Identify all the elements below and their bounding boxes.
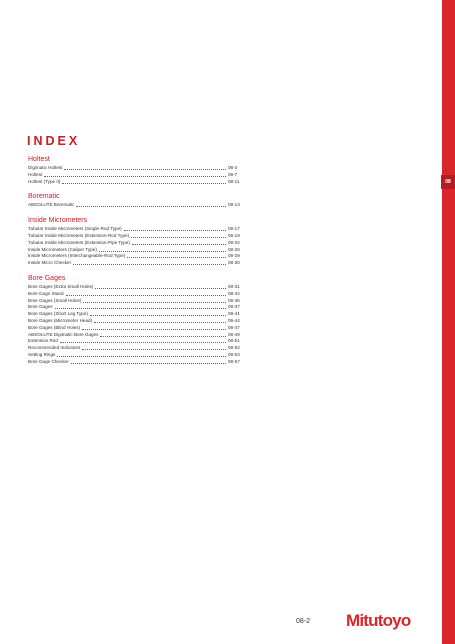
dot-leader bbox=[55, 308, 226, 309]
entry-page: 08-47 bbox=[228, 324, 240, 330]
dot-leader bbox=[94, 322, 226, 323]
index-entry[interactable] bbox=[28, 332, 246, 339]
entry-page: 08-57 bbox=[228, 358, 240, 364]
index-entry[interactable] bbox=[28, 311, 246, 318]
index-entry[interactable] bbox=[28, 284, 246, 291]
entry-name: Setting Rings bbox=[28, 351, 56, 357]
section-title: Inside Micrometers bbox=[28, 217, 88, 225]
entry-page: 08-34 bbox=[228, 290, 240, 296]
dot-leader bbox=[64, 169, 226, 170]
index-entry[interactable] bbox=[28, 325, 246, 332]
section-title: Borematic bbox=[28, 193, 60, 201]
dot-leader bbox=[71, 363, 226, 364]
entry-page: 08-35 bbox=[228, 297, 240, 303]
dot-leader bbox=[95, 288, 226, 289]
dot-leader bbox=[100, 336, 226, 337]
entry-name: Bore Gages (Small Holes) bbox=[28, 297, 82, 303]
entry-name: Bore Gage Checker bbox=[28, 358, 69, 364]
right-edge-bar bbox=[442, 0, 455, 644]
index-entry[interactable] bbox=[28, 352, 246, 359]
entry-name: Inside Micrometers (Caliper Type) bbox=[28, 246, 97, 252]
entry-page: 08-30 bbox=[228, 260, 240, 266]
index-section bbox=[28, 274, 246, 366]
index-entry[interactable] bbox=[28, 338, 246, 345]
chapter-tab[interactable]: 08 bbox=[441, 175, 455, 189]
entry-name: Holtest (Type II) bbox=[28, 178, 61, 184]
dot-leader bbox=[132, 244, 226, 245]
entry-name: Bore Gage Stand bbox=[28, 290, 64, 296]
dot-leader bbox=[44, 176, 226, 177]
index-entry[interactable] bbox=[28, 359, 246, 366]
entry-page: 08-11 bbox=[228, 178, 240, 184]
entry-page: 08-52 bbox=[228, 345, 240, 351]
entry-name: ABSOLUTE Digimatic Bore Gages bbox=[28, 331, 99, 337]
index-entry[interactable] bbox=[28, 253, 246, 260]
entry-page: 08-7 bbox=[228, 171, 238, 177]
entry-page: 08-49 bbox=[228, 331, 240, 337]
dot-leader bbox=[90, 315, 226, 316]
entry-page: 08-26 bbox=[228, 246, 240, 252]
index-entry[interactable] bbox=[28, 345, 246, 352]
entry-page: 08-19 bbox=[228, 232, 240, 238]
mitutoyo-logo: Mitutoyo bbox=[346, 611, 411, 630]
entry-name: Tubular Inside Micrometers (Extension-Pipe Type) bbox=[28, 239, 130, 245]
entry-name: Bore Gages (Extra Small Holes) bbox=[28, 283, 94, 289]
entry-page: 08-29 bbox=[228, 253, 240, 259]
entry-name: Holtest bbox=[28, 171, 43, 177]
index-entry[interactable] bbox=[28, 226, 246, 233]
index-entry[interactable] bbox=[28, 172, 246, 179]
section-title: Bore Gages bbox=[28, 274, 66, 282]
dot-leader bbox=[62, 183, 226, 184]
dot-leader bbox=[82, 349, 226, 350]
entry-page: 08-17 bbox=[228, 226, 240, 232]
index-entry[interactable] bbox=[28, 304, 246, 311]
entry-name: Tubular Inside Micrometers (Single-Rod Type) bbox=[28, 226, 122, 232]
index-section bbox=[28, 155, 246, 185]
dot-leader bbox=[131, 237, 226, 238]
entry-page: 08-51 bbox=[228, 338, 240, 344]
dot-leader bbox=[60, 342, 226, 343]
dot-leader bbox=[66, 295, 227, 296]
entry-page: 08-31 bbox=[228, 283, 240, 289]
dot-leader bbox=[124, 230, 226, 231]
index-entry[interactable] bbox=[28, 247, 246, 254]
index-entry[interactable] bbox=[28, 318, 246, 325]
dot-leader bbox=[127, 257, 226, 258]
index-entry[interactable] bbox=[28, 202, 246, 209]
section-title: Holtest bbox=[28, 156, 50, 163]
dot-leader bbox=[57, 356, 226, 357]
index-section bbox=[28, 192, 246, 209]
index-entry[interactable] bbox=[28, 165, 246, 172]
index-entry[interactable] bbox=[28, 240, 246, 247]
index-entry[interactable] bbox=[28, 179, 246, 186]
entry-name: Bore Gages (Micrometer Head) bbox=[28, 317, 93, 323]
entry-name: Inside Micro Checker bbox=[28, 260, 72, 266]
dot-leader bbox=[99, 251, 226, 252]
footer-page-number: 08-2 bbox=[296, 618, 311, 625]
entry-page: 08-41 bbox=[228, 311, 240, 317]
index-section bbox=[28, 216, 246, 267]
dot-leader bbox=[73, 264, 226, 265]
entry-name: Recommended Indicators bbox=[28, 345, 81, 351]
index-entry[interactable] bbox=[28, 298, 246, 305]
entry-page: 08-22 bbox=[228, 239, 240, 245]
index-entry[interactable] bbox=[28, 233, 246, 240]
entry-name: Bore Gages (Short Leg Type) bbox=[28, 311, 88, 317]
entry-name: Tubular Inside Micrometers (Extension-Rod Type) bbox=[28, 232, 130, 238]
index-entry[interactable] bbox=[28, 260, 246, 267]
index-title: INDEX bbox=[27, 134, 81, 148]
entry-name: Extension Rod bbox=[28, 338, 58, 344]
entry-name: Bore Gages (Blind Holes) bbox=[28, 324, 81, 330]
dot-leader bbox=[82, 329, 226, 330]
entry-page: 08-37 bbox=[228, 304, 240, 310]
index-entry[interactable] bbox=[28, 291, 246, 298]
dot-leader bbox=[83, 302, 226, 303]
entry-page: 08-13 bbox=[228, 202, 240, 208]
entry-page: 08-53 bbox=[228, 351, 240, 357]
index-sections bbox=[28, 155, 246, 373]
entry-name: ABSOLUTE Borematic bbox=[28, 202, 75, 208]
entry-name: Inside Micrometers (Interchangeable-Rod Type) bbox=[28, 253, 126, 259]
entry-name: Bore Gages bbox=[28, 304, 53, 310]
entry-page: 08-3 bbox=[228, 165, 238, 170]
dot-leader bbox=[76, 206, 226, 207]
entry-page: 08-44 bbox=[228, 317, 240, 323]
entry-name: Digimatic Holtest bbox=[28, 165, 63, 170]
